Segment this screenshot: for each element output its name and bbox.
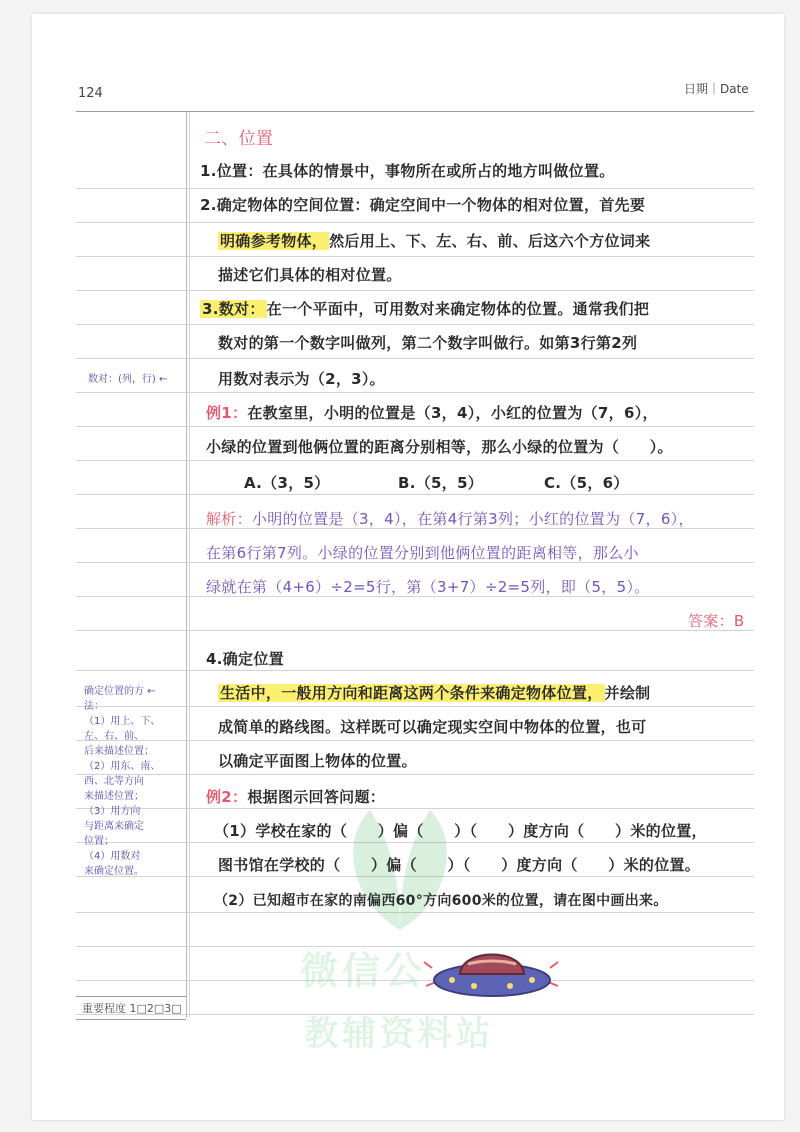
subsection-4-title: 4.确定位置 (206, 650, 284, 668)
question-1-b: 图书馆在学校的（ ）偏（ ）（ ）度方向（ ）米的位置。 (218, 856, 701, 874)
solution-label: 解析： (206, 510, 252, 528)
note-line: 法： (84, 701, 104, 712)
ruled-line (76, 324, 754, 325)
ruled-line (76, 460, 754, 461)
note-line: 左、右、前、 (84, 731, 144, 742)
solution-text-1: 小明的位置是（3，4），在第4行第3列；小红的位置为（7，6）， (251, 510, 694, 528)
solution-line-2: 在第6行第7列。小绿的位置分别到他俩位置的距离相等，那么小 (206, 544, 639, 562)
text-line-4: 描述它们具体的相对位置。 (218, 266, 402, 284)
text-line-8-rest: 并绘制 (604, 684, 651, 702)
ruled-line (76, 706, 754, 707)
example-1-label: 例1： (206, 404, 248, 422)
text-line-10: 以确定平面图上物体的位置。 (218, 752, 417, 770)
margin-line-inner (189, 112, 190, 1018)
note-line: （4）用数对 (84, 851, 141, 862)
text-line-9: 成简单的路线图。这样既可以确定现实空间中物体的位置，也可 (218, 718, 647, 736)
ruled-line (76, 290, 754, 291)
text-line-5 (200, 298, 649, 319)
ruled-line (76, 670, 754, 671)
section-title: 二、位置 (204, 129, 274, 149)
text-line-8 (218, 682, 650, 703)
solution-line-3: 绿就在第（4+6）÷2=5行，第（3+7）÷2=5列，即（5，5）。 (206, 578, 650, 596)
margin-note-methods (84, 684, 160, 879)
ruled-line (76, 392, 754, 393)
text-line-7: 用数对表示为（2，3）。 (218, 370, 385, 388)
note-line: （2）用东、南、 (84, 761, 161, 772)
date-label: 日期｜Date (684, 82, 749, 96)
ruled-line (76, 740, 754, 741)
watermark-line2: 教辅资料站 (304, 1014, 494, 1054)
option-b: B.（5，5） (398, 474, 484, 492)
highlight-direction-distance: 生活中，一般用方向和距离这两个条件来确定物体位置， (220, 684, 603, 702)
answer-label: 答案：B (688, 612, 745, 630)
margin-note-number-pair: 数对：(列，行) ← (88, 374, 168, 385)
margin-line (186, 112, 187, 1018)
example-1-line-2: 小绿的位置到他俩位置的距离分别相等，那么小绿的位置为（ ）。 (206, 438, 673, 456)
question-1: （1）学校在家的（ ）偏（ ）（ ）度方向（ ）米的位置， (214, 822, 707, 840)
example-2-line (206, 786, 385, 807)
example-2-label: 例2： (206, 788, 248, 806)
ruled-line (76, 222, 754, 223)
text-line-6: 数对的第一个数字叫做列，第二个数字叫做行。如第3行第2列 (218, 334, 638, 352)
note-line: 位置； (84, 836, 114, 847)
note-line: 来描述位置； (84, 791, 144, 802)
importance-label: 重要程度 1□2□3□ (82, 1002, 182, 1015)
highlight-reference-object: 明确参考物体， (220, 232, 328, 250)
ruled-line (76, 426, 754, 427)
page-number: 124 (78, 86, 103, 101)
note-line: 后来描述位置； (84, 746, 154, 757)
note-line: （3）用方向 (84, 806, 141, 817)
ruled-line (76, 494, 754, 495)
ufo-doodle-icon (422, 930, 562, 1010)
question-2: （2）已知超市在家的南偏西60°方向600米的位置，请在图中画出来。 (214, 893, 668, 909)
note-line: 与距离来确定 (84, 821, 144, 832)
text-line-3-rest: 然后用上、下、左、右、前、后这六个方位词来 (329, 232, 651, 250)
highlight-number-pair: 3.数对： (202, 300, 265, 318)
ruled-line (76, 630, 754, 631)
header-divider (76, 111, 754, 112)
option-c: C.（5，6） (544, 474, 629, 492)
note-line: 确定位置的方 ← (84, 686, 156, 697)
ruled-line (76, 358, 754, 359)
note-line: 西、北等方向 (84, 776, 144, 787)
ruled-line (76, 774, 754, 775)
ruled-line (76, 256, 754, 257)
note-line: （1）用上、下、 (84, 716, 161, 727)
text-line-2: 2.确定物体的空间位置：确定空间中一个物体的相对位置，首先要 (200, 196, 646, 214)
watermark-line1: 微信公 (300, 949, 427, 993)
ruled-line (76, 188, 754, 189)
option-a: A.（3，5） (244, 474, 330, 492)
example-1-text: 在教室里，小明的位置是（3，4），小红的位置为（7，6）， (247, 404, 658, 422)
example-2-text: 根据图示回答问题： (247, 788, 386, 806)
solution-line-1 (206, 508, 694, 529)
text-line-5-rest: 在一个平面中，可用数对来确定物体的位置。通常我们把 (266, 300, 650, 318)
example-1-line (206, 402, 658, 423)
text-line-1: 1.位置：在具体的情景中，事物所在或所占的地方叫做位置。 (200, 162, 615, 180)
note-line: 来确定位置。 (84, 866, 144, 877)
text-line-3 (218, 230, 650, 251)
